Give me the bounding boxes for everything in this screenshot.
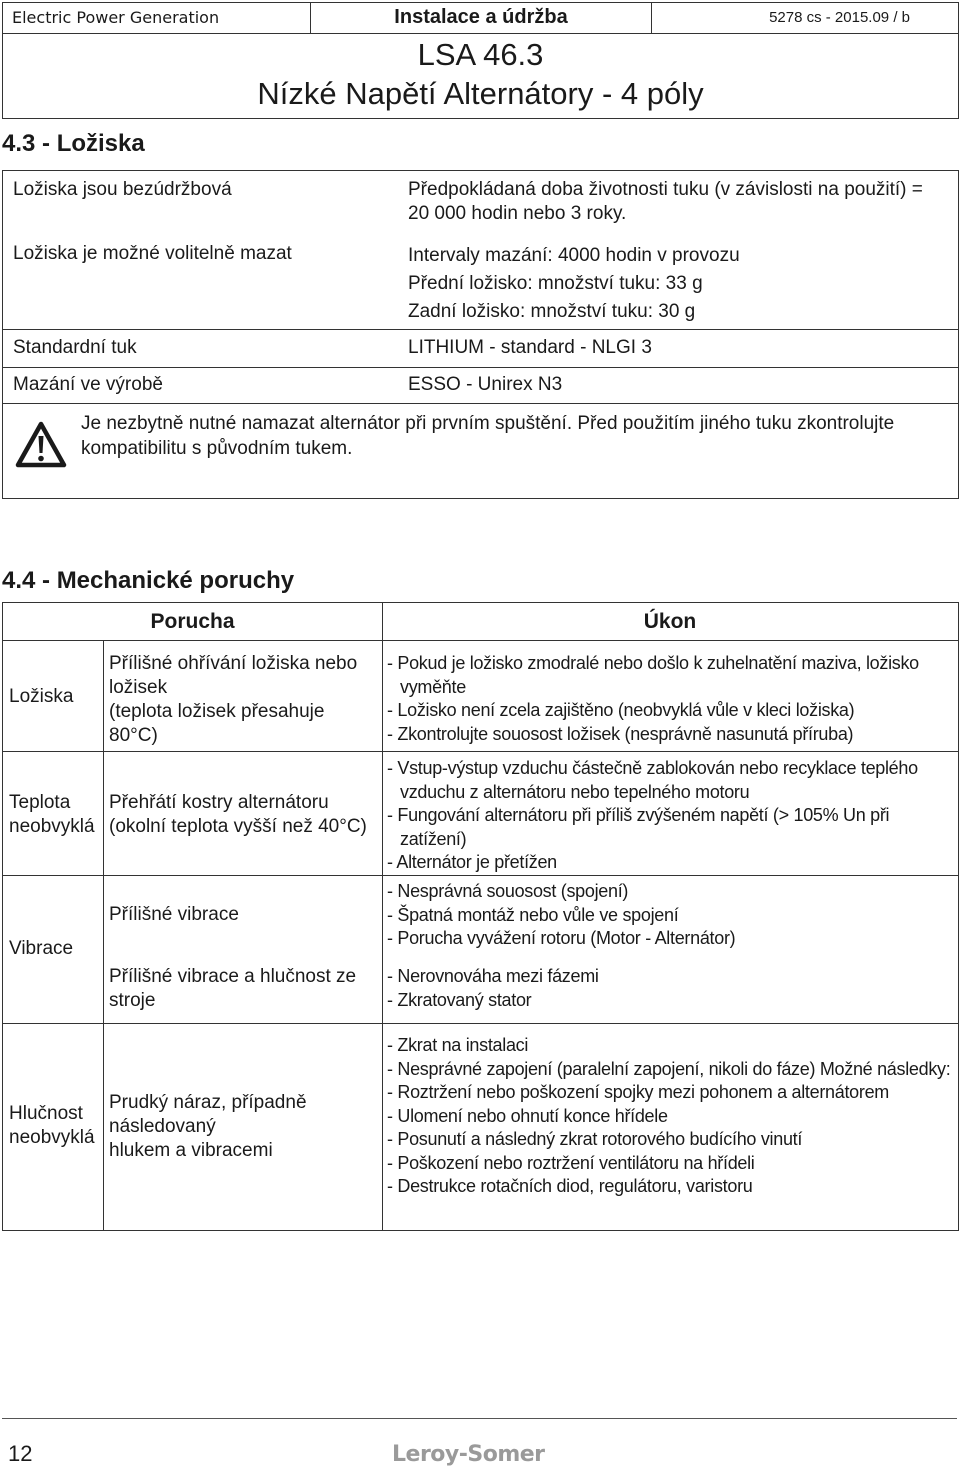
bearing-label: Standardní tuk <box>13 337 137 358</box>
category-line: neobvyklá <box>9 1127 95 1148</box>
fault-description <box>109 1091 379 1163</box>
action-item: - Porucha vyvážení rotoru (Motor - Alternátor) <box>387 928 736 948</box>
action-item: - Destrukce rotačních diod, regulátoru, varistoru <box>387 1176 753 1196</box>
category-line: Teplota <box>9 792 71 813</box>
fault-category <box>9 791 95 839</box>
column-header-fault: Porucha <box>150 610 235 633</box>
value-line: Zadní ložisko: množství tuku: 30 g <box>408 301 696 322</box>
column-divider <box>103 640 104 1230</box>
action-item: - Fungování alternátoru při příliš zvýšeném napětí (> 105% Un při zatížení) <box>387 805 890 849</box>
row-divider <box>3 329 958 330</box>
category-line: Ložiska <box>9 686 74 707</box>
bearing-value <box>408 178 953 226</box>
fault-line: (teplota ložisek přesahuje <box>109 701 325 722</box>
action-item: - Nerovnováha mezi fázemi <box>387 966 599 986</box>
document-reference: 5278 cs - 2015.09 / b <box>769 9 910 26</box>
action-item: - Vstup-výstup vzduchu částečně zablokován nebo recyklace teplého vzduchu z alternátoru nebo tepelného motoru <box>387 758 918 802</box>
value-line: Přední ložisko: množství tuku: 33 g <box>408 273 703 294</box>
company-name: Electric Power Generation <box>3 3 311 33</box>
fault-category <box>9 685 73 709</box>
row-divider <box>3 875 958 876</box>
action-item: - Alternátor je přetížen <box>387 852 557 872</box>
action-item: - Nesprávná souosost (spojení) <box>387 881 629 901</box>
value-line: 20 000 hodin nebo 3 roky. <box>408 203 627 224</box>
row-divider <box>3 367 958 368</box>
category-line: neobvyklá <box>9 816 95 837</box>
row-divider <box>3 751 958 752</box>
column-header-action: Úkon <box>643 610 697 633</box>
header-row <box>3 3 958 34</box>
fault-description <box>109 903 379 927</box>
category-line: Hlučnost <box>9 1103 83 1124</box>
action-item: - Zkratovaný stator <box>387 989 532 1010</box>
action-item: - Roztržení nebo poškození spojky mezi pohonem a alternátorem <box>387 1082 889 1102</box>
row-divider <box>3 1023 958 1024</box>
action-item: - Nesprávné zapojení (paralelní zapojení, nikoli do fáze) Možné následky: <box>387 1058 951 1079</box>
model-title: LSA 46.3 <box>417 37 544 72</box>
bearing-label: Mazání ve výrobě <box>13 374 163 395</box>
section-heading-bearings: 4.3 - Ložiska <box>2 130 145 157</box>
fault-line: stroje <box>109 990 156 1011</box>
fault-category <box>9 937 73 961</box>
document-header <box>2 2 959 119</box>
fault-line: Přílišné vibrace a hlučnost ze <box>109 966 357 987</box>
action-item: - Poškození nebo roztržení ventilátoru na hřídeli <box>387 1152 755 1173</box>
fault-line: 80°C) <box>109 725 158 746</box>
value-line: Předpokládaná doba životnosti tuku (v závislosti na použití) = <box>408 179 923 200</box>
bearing-value <box>408 242 953 326</box>
brand-logo: Leroy-Somer <box>392 1442 545 1467</box>
action-list <box>387 880 952 951</box>
action-list <box>387 1034 952 1199</box>
action-item: - Ložisko není zcela zajištěno (neobvyklá vůle v kleci ložiska) <box>387 700 855 720</box>
footer-divider <box>2 1418 957 1419</box>
column-divider <box>382 603 383 1230</box>
bearing-value: ESSO - Unirex N3 <box>408 374 563 395</box>
row-divider <box>3 640 958 641</box>
category-line: Vibrace <box>9 938 74 959</box>
fault-line: hlukem a vibracemi <box>109 1140 273 1161</box>
section-heading-mechanical-faults: 4.4 - Mechanické poruchy <box>2 567 295 594</box>
section-name: Instalace a údržba <box>311 3 652 33</box>
bearing-label: Ložiska jsou bezúdržbová <box>13 179 232 200</box>
page-number: 12 <box>8 1441 33 1466</box>
bearings-table <box>2 170 959 499</box>
warning-line: Je nezbytně nutné namazat alternátor při prvním spuštění. Před použitím jiného tuku zkontrolujte <box>81 413 895 434</box>
fault-table <box>2 602 959 1231</box>
action-list <box>387 965 952 1012</box>
value-line: Intervaly mazání: 4000 hodin v provozu <box>408 245 740 266</box>
fault-line: Přehřátí kostry alternátoru <box>109 792 329 813</box>
fault-category <box>9 1102 95 1150</box>
fault-line: Přílišné vibrace <box>109 904 239 925</box>
fault-description <box>109 652 379 748</box>
product-title: Nízké Napětí Alternátory - 4 póly <box>257 76 704 111</box>
action-item: - Posunutí a následný zkrat rotorového budícího vinutí <box>387 1129 803 1149</box>
warning-triangle-icon <box>15 421 67 469</box>
warning-line: kompatibilitu s původním tukem. <box>81 438 353 459</box>
action-item: - Zkrat na instalaci <box>387 1035 529 1055</box>
fault-description <box>109 791 379 839</box>
action-item: - Pokud je ložisko zmodralé nebo došlo k zuhelnatění maziva, ložisko vyměňte <box>387 653 919 697</box>
fault-line: ložisek <box>109 677 168 698</box>
warning-message <box>81 411 941 461</box>
row-divider <box>3 403 958 404</box>
fault-line: (okolní teplota vyšší než 40°C) <box>109 816 367 837</box>
bearing-label: Ložiska je možné volitelně mazat <box>13 243 292 264</box>
bearing-value: LITHIUM - standard - NLGI 3 <box>408 337 652 358</box>
fault-line: Přílišné ohřívání ložiska nebo <box>109 653 358 674</box>
action-item: - Ulomení nebo ohnutí konce hřídele <box>387 1105 668 1126</box>
fault-line: následovaný <box>109 1116 216 1137</box>
action-list <box>387 757 952 875</box>
action-item: - Zkontrolujte souosost ložisek (nesprávně nasunutá příruba) <box>387 723 854 744</box>
action-list <box>387 652 952 746</box>
fault-description <box>109 965 379 1013</box>
fault-line: Prudký náraz, případně <box>109 1092 307 1113</box>
action-item: - Špatná montáž nebo vůle ve spojení <box>387 904 679 925</box>
